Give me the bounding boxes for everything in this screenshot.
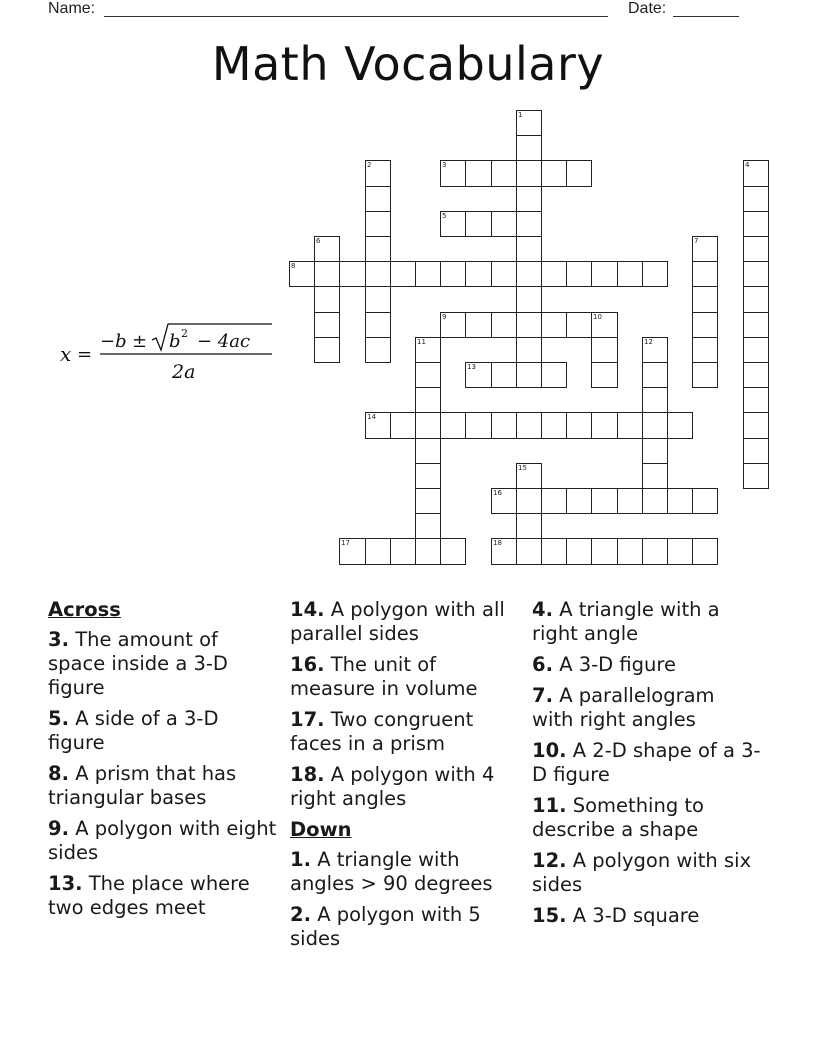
clue-number: 14 — [367, 413, 376, 421]
crossword-cell[interactable] — [743, 236, 769, 262]
crossword-cell[interactable] — [516, 160, 542, 187]
crossword-cell[interactable] — [743, 412, 769, 439]
crossword-cell[interactable] — [516, 186, 542, 212]
crossword-cell[interactable] — [365, 286, 391, 313]
crossword-cell[interactable] — [692, 362, 718, 388]
crossword-cell[interactable] — [415, 337, 441, 363]
crossword-cell[interactable] — [491, 261, 517, 287]
crossword-cell[interactable] — [591, 362, 618, 388]
across-heading: Across — [48, 598, 121, 621]
crossword-cell[interactable] — [415, 261, 441, 287]
formula-lhs: x — [60, 342, 72, 366]
crossword-cell[interactable] — [566, 160, 592, 187]
crossword-cell[interactable] — [465, 312, 492, 338]
clue-number: 15 — [518, 464, 527, 472]
crossword-cell[interactable] — [465, 362, 492, 388]
crossword-cell[interactable] — [566, 261, 592, 287]
crossword-cell[interactable] — [617, 488, 643, 514]
clue-number: 11 — [417, 338, 426, 346]
crossword-cell[interactable] — [440, 538, 466, 565]
clue-across-14: 14. A polygon with all parallel sides — [290, 598, 505, 645]
crossword-cell[interactable] — [617, 261, 643, 287]
crossword-cell[interactable] — [491, 160, 517, 187]
crossword-cell[interactable] — [314, 337, 340, 363]
crossword-cell[interactable] — [339, 261, 366, 287]
crossword-cell[interactable] — [365, 312, 391, 338]
crossword-cell[interactable] — [314, 312, 340, 338]
crossword-cell[interactable] — [465, 261, 492, 287]
crossword-cell[interactable] — [541, 412, 567, 439]
crossword-cell[interactable] — [541, 261, 567, 287]
clue-across-13: 13. The place where two edges meet — [48, 872, 250, 919]
clues-column-2 — [290, 598, 520, 958]
crossword-cell[interactable] — [365, 236, 391, 262]
crossword-cell[interactable] — [491, 362, 517, 388]
crossword-cell[interactable] — [516, 236, 542, 262]
crossword-cell[interactable] — [516, 362, 542, 388]
formula-radicand-rest: − 4ac — [197, 331, 251, 352]
clue-number: 7 — [694, 237, 699, 245]
crossword-cell[interactable] — [415, 387, 441, 413]
clue-down-7: 7. A parallelogram with right angles — [532, 684, 715, 731]
clue-down-6: 6. A 3-D figure — [532, 653, 676, 676]
crossword-cell[interactable] — [491, 412, 517, 439]
crossword-cell[interactable] — [516, 135, 542, 161]
crossword-cell[interactable] — [692, 337, 718, 363]
crossword-cell[interactable] — [390, 412, 416, 439]
crossword-cell[interactable] — [541, 362, 567, 388]
crossword-cell[interactable] — [743, 160, 769, 187]
clue-across-5: 5. A side of a 3-D figure — [48, 707, 219, 754]
crossword-cell[interactable] — [566, 412, 592, 439]
crossword-cell[interactable] — [314, 286, 340, 313]
crossword-cell[interactable] — [591, 538, 618, 565]
date-label: Date: — [628, 0, 667, 17]
crossword-cell[interactable] — [415, 538, 441, 565]
crossword-cell[interactable] — [339, 538, 366, 565]
crossword-cell[interactable] — [440, 211, 466, 237]
crossword-cell[interactable] — [516, 110, 542, 136]
crossword-cell[interactable] — [566, 312, 592, 338]
crossword-cell[interactable] — [541, 160, 567, 187]
crossword-cell[interactable] — [516, 312, 542, 338]
crossword-cell[interactable] — [491, 488, 517, 514]
crossword-cell[interactable] — [465, 211, 492, 237]
clue-number: 1 — [518, 111, 523, 119]
formula-pm: ± — [132, 331, 148, 352]
crossword-cell[interactable] — [591, 412, 618, 439]
crossword-cell[interactable] — [390, 538, 416, 565]
crossword-cell[interactable] — [365, 412, 391, 439]
clue-number: 16 — [493, 489, 502, 497]
crossword-cell[interactable] — [365, 211, 391, 237]
crossword-cell[interactable] — [516, 538, 542, 565]
clue-number: 3 — [442, 161, 447, 169]
crossword-cell[interactable] — [440, 160, 466, 187]
crossword-cell[interactable] — [743, 463, 769, 489]
clue-number: 5 — [442, 212, 447, 220]
crossword-cell[interactable] — [365, 337, 391, 363]
clue-number: 4 — [745, 161, 750, 169]
crossword-cell[interactable] — [642, 463, 668, 489]
crossword-cell[interactable] — [566, 538, 592, 565]
formula-equals: = — [77, 344, 93, 365]
crossword-cell[interactable] — [617, 412, 643, 439]
crossword-cell[interactable] — [365, 160, 391, 187]
crossword-cell[interactable] — [516, 488, 542, 514]
clues-column-1 — [48, 598, 278, 927]
crossword-cell[interactable] — [415, 438, 441, 464]
clue-number: 2 — [367, 161, 372, 169]
crossword-cell[interactable] — [516, 286, 542, 313]
formula-radicand-b: b — [169, 331, 181, 352]
crossword-cell[interactable] — [491, 211, 517, 237]
crossword-cell[interactable] — [566, 488, 592, 514]
clue-number: 10 — [593, 313, 602, 321]
crossword-cell[interactable] — [516, 463, 542, 489]
clue-down-12: 12. A polygon with six sides — [532, 849, 752, 896]
crossword-cell[interactable] — [516, 211, 542, 237]
crossword-cell[interactable] — [591, 488, 618, 514]
formula-denominator: 2a — [172, 361, 196, 383]
clue-number: 6 — [316, 237, 321, 245]
formula-radicand-exp: 2 — [181, 327, 188, 340]
crossword-cell[interactable] — [365, 538, 391, 565]
crossword-cell[interactable] — [743, 286, 769, 313]
clue-across-16: 16. The unit of measure in volume — [290, 653, 478, 700]
crossword-cell[interactable] — [440, 412, 466, 439]
crossword-cell[interactable] — [692, 538, 718, 565]
page-title: Math Vocabulary — [211, 37, 605, 91]
crossword-cell[interactable] — [591, 261, 618, 287]
crossword-cell[interactable] — [692, 286, 718, 313]
clue-down-11: 11. Something to describe a shape — [532, 794, 704, 841]
crossword-cell[interactable] — [642, 337, 668, 363]
crossword-cell[interactable] — [642, 438, 668, 464]
crossword-cell[interactable] — [667, 488, 693, 514]
crossword-cell[interactable] — [415, 463, 441, 489]
crossword-cell[interactable] — [591, 312, 618, 338]
clue-down-2: 2. A polygon with 5 sides — [290, 903, 481, 950]
crossword-cell[interactable] — [465, 412, 492, 439]
clues-column-3 — [532, 598, 762, 935]
clue-across-18: 18. A polygon with 4 right angles — [290, 763, 495, 810]
crossword-cell[interactable] — [591, 337, 618, 363]
clue-across-9: 9. A polygon with eight sides — [48, 817, 277, 864]
crossword-cell[interactable] — [465, 160, 492, 187]
crossword-cell[interactable] — [743, 438, 769, 464]
crossword-cell[interactable] — [642, 362, 668, 388]
crossword-cell[interactable] — [692, 312, 718, 338]
crossword-cell[interactable] — [365, 186, 391, 212]
crossword-cell[interactable] — [415, 488, 441, 514]
crossword-cell[interactable] — [440, 312, 466, 338]
clue-number: 13 — [467, 363, 476, 371]
crossword-cell[interactable] — [692, 488, 718, 514]
crossword-cell[interactable] — [516, 261, 542, 287]
crossword-cell[interactable] — [692, 261, 718, 287]
clue-down-10: 10. A 2-D shape of a 3-D figure — [532, 739, 761, 786]
crossword-cell[interactable] — [390, 261, 416, 287]
clue-down-1: 1. A triangle with angles > 90 degrees — [290, 848, 493, 895]
formula-neg-b: −b — [100, 331, 127, 352]
crossword-cell[interactable] — [743, 362, 769, 388]
name-label: Name: — [48, 0, 96, 17]
crossword-cell[interactable] — [314, 261, 340, 287]
crossword-cell[interactable] — [289, 261, 315, 287]
crossword-cell[interactable] — [743, 261, 769, 287]
down-heading: Down — [290, 818, 352, 841]
crossword-cell[interactable] — [541, 488, 567, 514]
crossword-cell[interactable] — [743, 211, 769, 237]
crossword-cell[interactable] — [743, 312, 769, 338]
crossword-cell[interactable] — [743, 186, 769, 212]
crossword-cell[interactable] — [743, 387, 769, 413]
crossword-cell[interactable] — [365, 261, 391, 287]
clue-down-4: 4. A triangle with a right angle — [532, 598, 720, 645]
crossword-cell[interactable] — [491, 312, 517, 338]
crossword-cell[interactable] — [667, 538, 693, 565]
crossword-cell[interactable] — [642, 387, 668, 413]
crossword-cell[interactable] — [642, 261, 668, 287]
clue-number: 9 — [442, 313, 447, 321]
crossword-cell[interactable] — [415, 513, 441, 539]
clue-across-3: 3. The amount of space inside a 3-D figure — [48, 628, 228, 699]
clue-across-17: 17. Two congruent faces in a prism — [290, 708, 474, 755]
crossword-cell[interactable] — [642, 412, 668, 439]
crossword-cell[interactable] — [491, 538, 517, 565]
crossword-cell[interactable] — [541, 538, 567, 565]
crossword-cell[interactable] — [415, 412, 441, 439]
crossword-cell[interactable] — [516, 513, 542, 539]
clue-across-8: 8. A prism that has triangular bases — [48, 762, 237, 809]
crossword-cell[interactable] — [642, 488, 668, 514]
crossword-cell[interactable] — [415, 362, 441, 388]
crossword-cell[interactable] — [516, 337, 542, 363]
clue-number: 18 — [493, 539, 502, 547]
crossword-cell[interactable] — [642, 538, 668, 565]
crossword-cell[interactable] — [667, 412, 693, 439]
crossword-cell[interactable] — [440, 261, 466, 287]
clue-number: 8 — [291, 262, 296, 270]
clue-down-15: 15. A 3-D square — [532, 904, 700, 927]
crossword-cell[interactable] — [692, 236, 718, 262]
crossword-cell[interactable] — [314, 236, 340, 262]
crossword-cell[interactable] — [516, 412, 542, 439]
crossword-cell[interactable] — [743, 337, 769, 363]
clue-number: 17 — [341, 539, 350, 547]
crossword-cell[interactable] — [541, 312, 567, 338]
clue-number: 12 — [644, 338, 653, 346]
crossword-cell[interactable] — [617, 538, 643, 565]
